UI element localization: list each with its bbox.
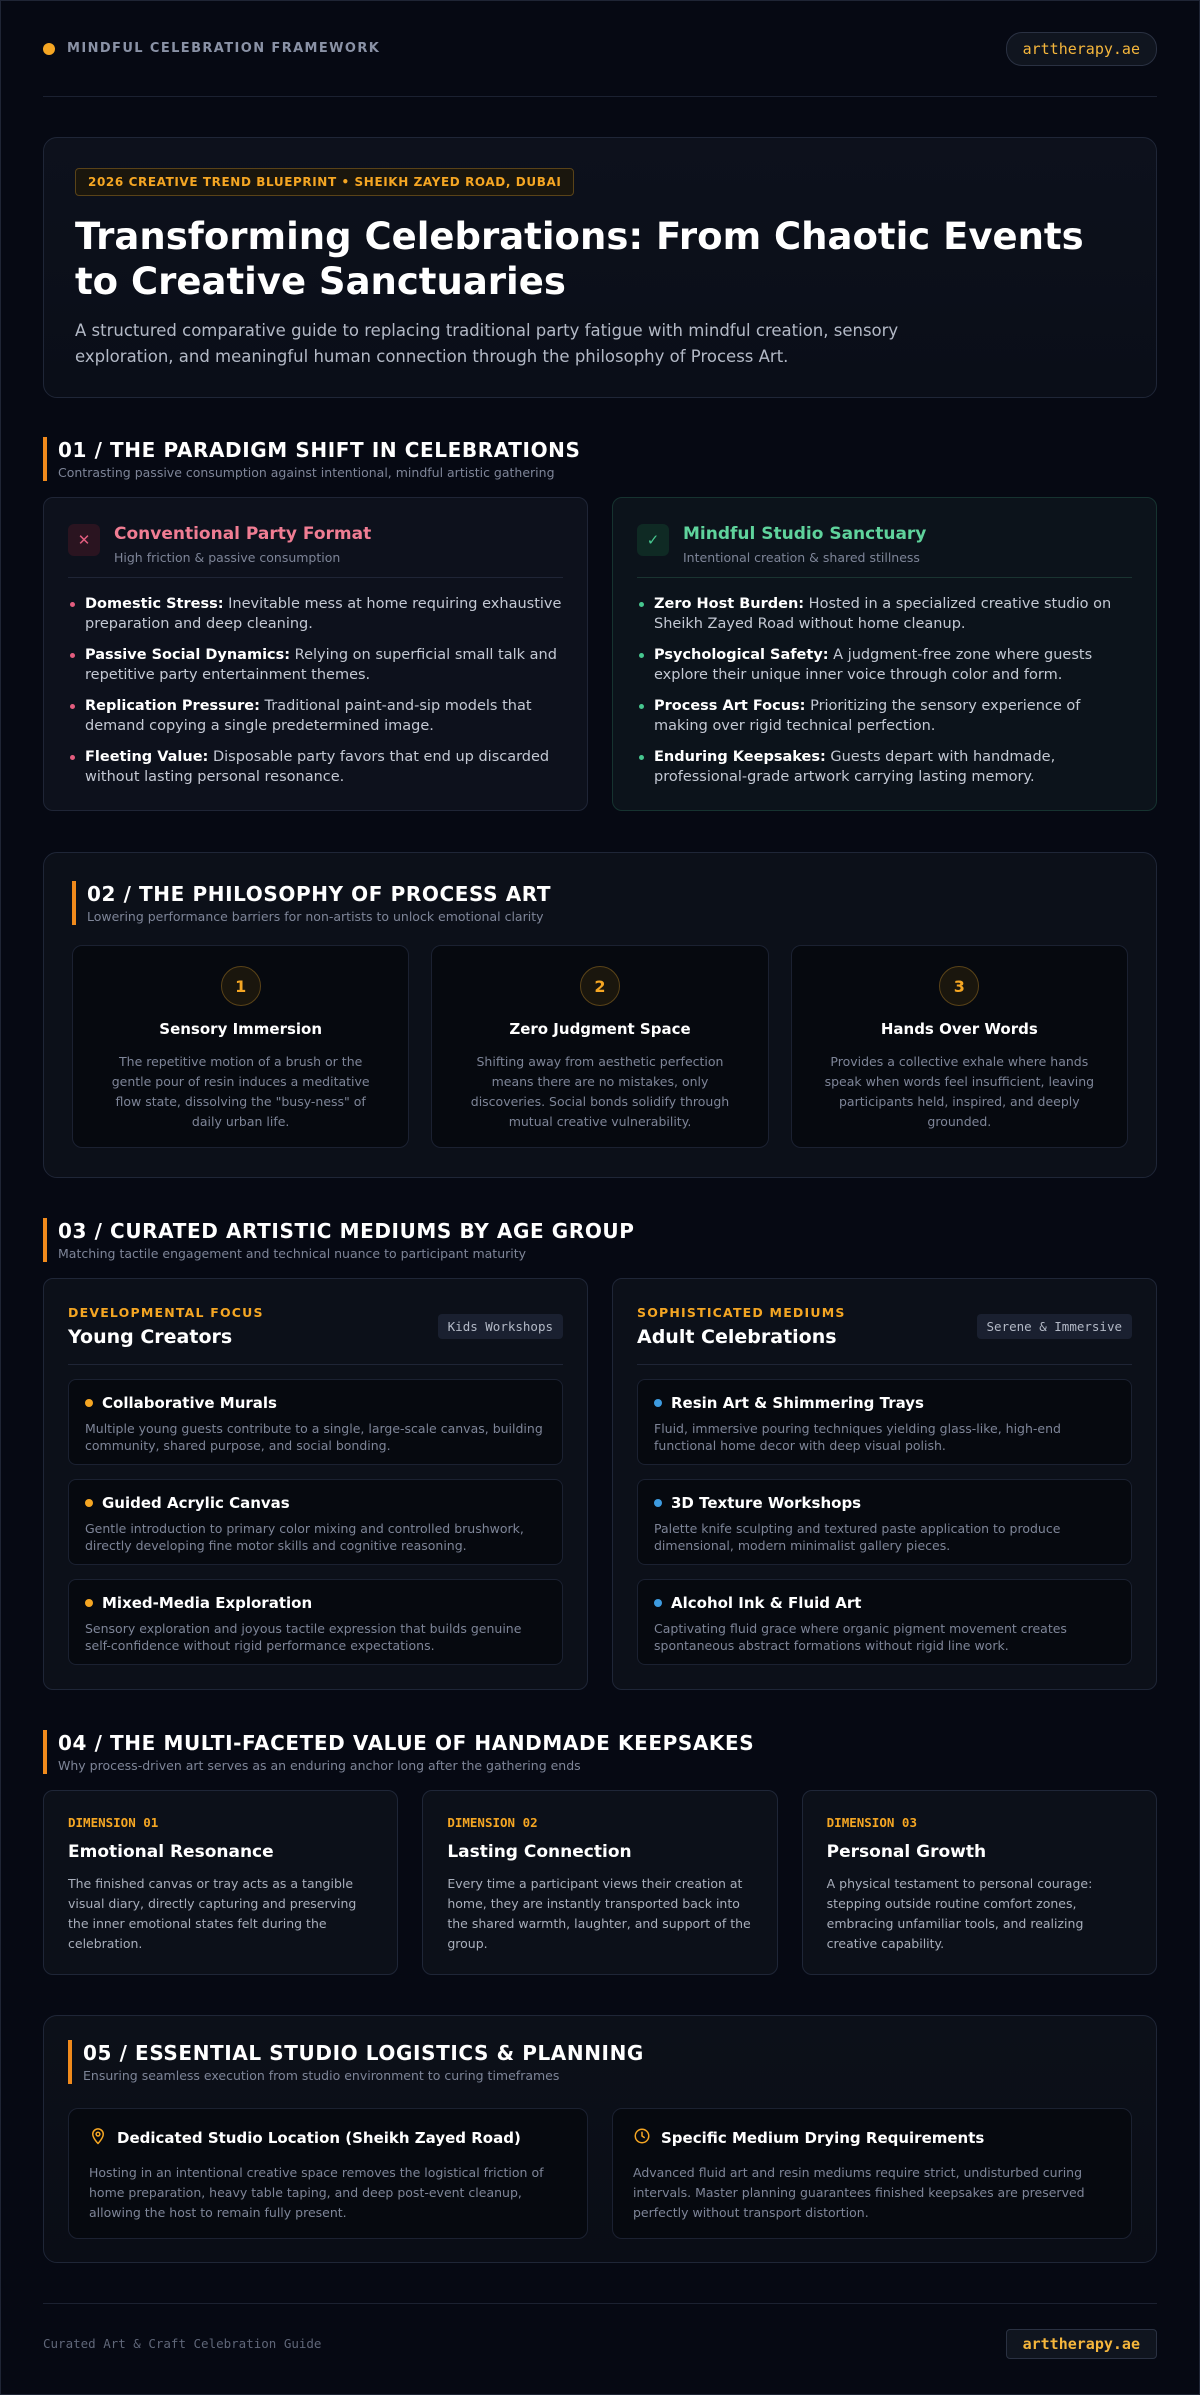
hero-subtitle: A structured comparative guide to replacing traditional party fatigue with mindful creation, sensory exploration, and meaningful human connection through the philosophy of Process Art. [75,321,899,366]
dot-icon [654,1499,662,1507]
card-subtitle: High friction & passive consumption [114,550,341,565]
comparison-grid [43,497,1157,811]
logistics-description: Advanced fluid art and resin mediums require strict, undisturbed curing intervals. Master planning guarantees finished keepsakes are preserved perfectly without transport distortion. [633,2165,1085,2220]
list-item [68,594,563,634]
step-number: 1 [221,966,261,1006]
site-link[interactable]: arttherapy.ae [1006,32,1157,66]
list-item [637,747,1132,787]
clock-icon [633,2127,651,2149]
list-item [637,594,1132,634]
medium-title: Guided Acrylic Canvas [102,1494,290,1512]
medium-description: Captivating fluid grace where organic pigment movement creates spontaneous abstract formations without rigid line work. [654,1621,1067,1653]
section-keepsakes [43,1730,1157,1975]
card-header [637,1305,1132,1365]
dimension-kicker: DIMENSION 03 [826,1815,917,1830]
dot-icon [654,1599,662,1607]
list-item [68,747,563,787]
logistics-title: Dedicated Studio Location (Sheikh Zayed Road) [117,2129,521,2147]
logistics-title: Specific Medium Drying Requirements [661,2129,985,2147]
item-label: Enduring Keepsakes: [654,749,826,765]
card-title: Conventional Party Format [114,524,372,544]
dot-icon [85,1599,93,1607]
item-label: Process Art Focus: [654,698,806,714]
dimension-title: Emotional Resonance [68,1842,274,1862]
list-item [68,696,563,736]
mindful-list [637,594,1132,787]
medium-description: Palette knife sculpting and textured paste application to produce dimensional, modern minimalist gallery pieces. [654,1521,1061,1553]
step-card [431,945,768,1148]
step-number: 2 [580,966,620,1006]
step-description: The repetitive motion of a brush or the gentle pour of resin induces a meditative flow state, dissolving the "busy-ness" of daily urban life. [111,1054,370,1129]
bullet-icon [70,704,75,709]
bullet-icon [70,653,75,658]
bullet-icon [639,653,644,658]
bullet-icon [70,602,75,607]
footer [43,2303,1157,2383]
section-header [43,437,1157,481]
brand-label: MINDFUL CELEBRATION FRAMEWORK [67,41,381,56]
dimension-description: The finished canvas or tray acts as a tangible visual diary, directly capturing and preserving the inner emotional states felt during the celebration. [68,1876,357,1951]
card-title: Young Creators [68,1326,233,1348]
dimension-kicker: DIMENSION 01 [68,1815,159,1830]
section-header [43,1730,1157,1774]
step-card [72,945,409,1148]
section-title: 04 / THE MULTI-FACETED VALUE OF HANDMADE KEEPSAKES [58,1731,755,1755]
item-text: Guests depart with handmade, professional-grade artwork carrying lasting memory. [654,749,1056,785]
item-label: Psychological Safety: [654,647,829,663]
section-header [43,1218,1157,1262]
section-subtitle: Contrasting passive consumption against intentional, mindful artistic gathering [58,465,555,480]
section-paradigm-shift [43,437,1157,811]
card-subtitle: Intentional creation & shared stillness [683,550,920,565]
dot-icon [85,1499,93,1507]
section-header [72,881,1128,925]
item-text: Disposable party favors that end up discarded without lasting personal resonance. [85,749,550,785]
medium-item [68,1379,563,1465]
logistics-card [68,2108,588,2239]
step-title: Zero Judgment Space [509,1020,691,1038]
item-label: Replication Pressure: [85,698,260,714]
bullet-icon [70,755,75,760]
philosophy-steps [72,945,1128,1148]
bullet-icon [639,602,644,607]
dimension-title: Personal Growth [826,1842,987,1862]
item-text: Prioritizing the sensory experience of making over rigid technical perfection. [654,698,1081,734]
cross-icon: ✕ [68,524,100,556]
brand [43,41,380,56]
hero-card [43,137,1157,398]
bullet-icon [639,755,644,760]
card-kicker: DEVELOPMENTAL FOCUS [68,1305,264,1320]
item-label: Passive Social Dynamics: [85,647,291,663]
item-text: Relying on superficial small talk and repetitive party entertainment themes. [85,647,557,683]
medium-item [637,1479,1132,1565]
step-card [791,945,1128,1148]
step-title: Hands Over Words [880,1020,1038,1038]
section-subtitle: Why process-driven art serves as an enduring anchor long after the gathering ends [58,1758,581,1773]
medium-item [68,1579,563,1665]
medium-title: Resin Art & Shimmering Trays [671,1394,924,1412]
dimension-description: Every time a participant views their creation at home, they are instantly transported back into the shared warmth, laughter, and support of the group. [447,1876,751,1951]
medium-item [68,1479,563,1565]
medium-description: Sensory exploration and joyous tactile expression that builds genuine self-confidence without rigid performance expectations. [85,1621,522,1653]
card-kicker: SOPHISTICATED MEDIUMS [637,1305,846,1320]
medium-description: Gentle introduction to primary color mixing and controlled brushwork, directly developing fine motor skills and cognitive reasoning. [85,1521,524,1553]
dot-icon [654,1399,662,1407]
dimension-title: Lasting Connection [447,1842,632,1862]
top-bar [43,1,1157,97]
item-text: Inevitable mess at home requiring exhaustive preparation and deep cleaning. [85,596,562,632]
conventional-list [68,594,563,787]
card-header [68,1305,563,1365]
check-icon: ✓ [637,524,669,556]
step-number: 3 [939,966,979,1006]
medium-description: Fluid, immersive pouring techniques yielding glass-like, high-end functional home decor with deep visual polish. [654,1421,1061,1453]
footer-text: Curated Art & Craft Celebration Guide [43,2336,322,2351]
logistics-card [612,2108,1132,2239]
card-badge: Serene & Immersive [977,1314,1132,1339]
page-title: Transforming Celebrations: From Chaotic Events to Creative Sanctuaries [75,215,1084,303]
dimension-description: A physical testament to personal courage: stepping outside routine comfort zones, embracing unfamiliar tools, and realizing creative capability. [826,1876,1093,1951]
age-group-grid [43,1278,1157,1690]
list-item [637,645,1132,685]
logistics-description: Hosting in an intentional creative space removes the logistical friction of home preparation, heavy table taping, and deep post-event cleanup, allowing the host to remain fully present. [89,2165,544,2220]
dimension-grid [43,1790,1157,1975]
young-creators-card [43,1278,588,1690]
medium-title: Collaborative Murals [102,1394,277,1412]
item-text: Hosted in a specialized creative studio on Sheikh Zayed Road without home cleanup. [654,596,1112,632]
list-item [68,645,563,685]
medium-title: 3D Texture Workshops [671,1494,862,1512]
medium-title: Mixed-Media Exploration [102,1594,313,1612]
section-subtitle: Lowering performance barriers for non-artists to unlock emotional clarity [87,909,544,924]
medium-title: Alcohol Ink & Fluid Art [671,1594,862,1612]
section-mediums [43,1218,1157,1690]
medium-item [637,1579,1132,1665]
item-label: Domestic Stress: [85,596,224,612]
step-description: Provides a collective exhale where hands speak when words feel insufficient, leaving participants held, inspired, and deeply grounded. [824,1054,1095,1129]
section-header [68,2040,1132,2084]
item-label: Fleeting Value: [85,749,209,765]
section-title: 02 / THE PHILOSOPHY OF PROCESS ART [87,882,552,906]
card-title: Mindful Studio Sanctuary [683,524,927,544]
dimension-card [422,1790,777,1975]
brand-dot-icon [43,43,55,55]
card-title: Adult Celebrations [637,1326,837,1348]
item-text: A judgment-free zone where guests explore their unique inner voice through color and form. [654,647,1093,683]
medium-item [637,1379,1132,1465]
section-title: 01 / THE PARADIGM SHIFT IN CELEBRATIONS [58,438,581,462]
adult-celebrations-card [612,1278,1157,1690]
dot-icon [85,1399,93,1407]
medium-description: Multiple young guests contribute to a single, large-scale canvas, building community, shared purpose, and social bonding. [85,1421,543,1453]
item-text: Traditional paint-and-sip models that demand copying a single predetermined image. [85,698,532,734]
section-title: 05 / ESSENTIAL STUDIO LOGISTICS & PLANNING [83,2041,644,2065]
section-subtitle: Ensuring seamless execution from studio environment to curing timeframes [83,2068,560,2083]
section-subtitle: Matching tactile engagement and technical nuance to participant maturity [58,1246,527,1261]
dimension-card [802,1790,1157,1975]
card-badge: Kids Workshops [438,1314,563,1339]
section-title: 03 / CURATED ARTISTIC MEDIUMS BY AGE GROUP [58,1219,635,1243]
list-item [637,696,1132,736]
section-process-art [43,852,1157,1178]
dimension-kicker: DIMENSION 02 [447,1815,538,1830]
mindful-card [612,497,1157,811]
map-pin-icon [89,2127,107,2149]
card-header [68,524,563,578]
footer-site-link[interactable]: arttherapy.ae [1006,2329,1157,2359]
section-logistics [43,2015,1157,2263]
conventional-card [43,497,588,811]
step-description: Shifting away from aesthetic perfection means there are no mistakes, only discoveries. Social bonds solidify through mutual creative vulnerability. [470,1054,730,1129]
step-title: Sensory Immersion [159,1020,323,1038]
item-label: Zero Host Burden: [654,596,805,612]
card-header [637,524,1132,578]
hero-tag: 2026 CREATIVE TREND BLUEPRINT • SHEIKH ZAYED ROAD, DUBAI [75,168,574,196]
bullet-icon [639,704,644,709]
logistics-grid [68,2108,1132,2239]
dimension-card [43,1790,398,1975]
